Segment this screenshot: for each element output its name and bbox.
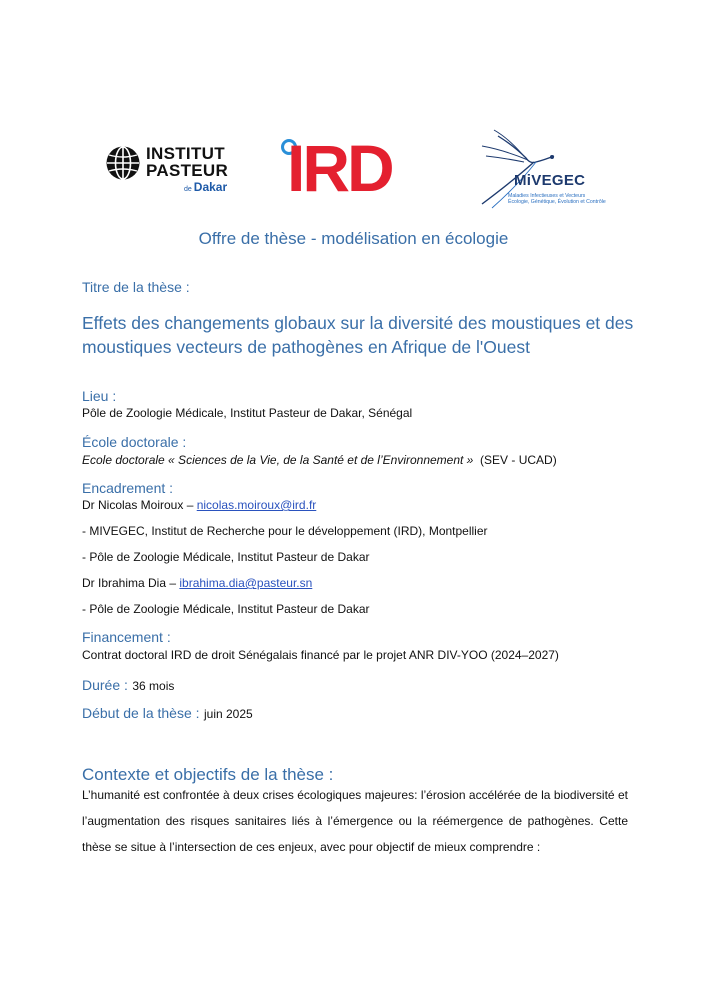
ird-logo-text: IRD — [287, 131, 392, 205]
ecole-value-extra: (SEV - UCAD) — [480, 453, 557, 467]
thesis-title-label: Titre de la thèse : — [82, 279, 190, 295]
lieu-value: Pôle de Zoologie Médicale, Institut Pasteur de Dakar, Sénégal — [82, 406, 413, 420]
logo-text-pasteur: PASTEUR — [146, 161, 229, 180]
supervisor-1 — [82, 498, 316, 512]
globe-icon — [105, 145, 141, 181]
supervisor-1-affiliation-2: - Pôle de Zoologie Médicale, Institut Pasteur de Dakar — [82, 550, 370, 564]
logo-text-institut: INSTITUT — [146, 144, 225, 163]
supervisor-2-affiliation: - Pôle de Zoologie Médicale, Institut Pasteur de Dakar — [82, 602, 370, 616]
logo-text-dakar-word: Dakar — [193, 180, 228, 194]
ird-logo — [279, 131, 429, 205]
financement-label: Financement : — [82, 629, 171, 645]
debut-row — [82, 705, 253, 723]
thesis-title: Effets des changements globaux sur la diversité des moustiques et des moustiques vecteurs de pathogènes en Afrique de l'Ouest — [82, 313, 634, 357]
offer-title: Offre de thèse - modélisation en écologie — [198, 229, 509, 248]
ecole-label: École doctorale : — [82, 434, 187, 450]
lieu-label: Lieu : — [82, 388, 117, 404]
supervisor-1-email-link[interactable]: nicolas.moiroux@ird.fr — [196, 498, 317, 512]
duree-row — [82, 677, 174, 695]
supervisor-2-name: Dr Ibrahima Dia – — [82, 576, 177, 590]
ecole-value — [82, 453, 557, 467]
mivegec-logo-text: MiVEGEC — [514, 172, 586, 189]
contexte-paragraph: L’humanité est confrontée à deux crises écologiques majeures: l’érosion accélérée de la biodiversité et l’augmentation des risques sanitaires liés à l’émergence ou la réémergence de pathogènes. Cette thèse se situe à l’intersection de ces enjeux, avec pour objectif de mieux comprendre : — [82, 788, 628, 854]
mivegec-logo-subtitle-2: Écologie, Génétique, Évolution et Contrôle — [508, 199, 606, 205]
supervisor-2 — [82, 576, 312, 590]
contexte-title: Contexte et objectifs de la thèse : — [82, 765, 334, 784]
supervisor-1-affiliation-1: - MIVEGEC, Institut de Recherche pour le développement (IRD), Montpellier — [82, 524, 488, 538]
debut-label: Début de la thèse : — [82, 705, 200, 721]
mivegec-logo-subtitle-1: Maladies Infectieuses et Vecteurs — [508, 193, 586, 199]
duree-value: 36 mois — [132, 679, 175, 693]
logo-text-dakar — [184, 180, 227, 194]
ecole-value-italic: Ecole doctorale « Sciences de la Vie, de la Santé et de l’Environnement » — [82, 453, 474, 467]
supervisor-1-name: Dr Nicolas Moiroux – — [82, 498, 194, 512]
debut-value: juin 2025 — [203, 707, 253, 721]
duree-label: Durée : — [82, 677, 128, 693]
supervisor-2-email-link[interactable]: ibrahima.dia@pasteur.sn — [179, 576, 313, 590]
encadrement-label: Encadrement : — [82, 480, 174, 496]
financement-value: Contrat doctoral IRD de droit Sénégalais financé par le projet ANR DIV-YOO (2024–2027) — [82, 648, 559, 662]
logo-text-de: de — [184, 186, 192, 193]
mivegec-logo — [474, 128, 604, 210]
institut-pasteur-logo — [105, 143, 240, 195]
